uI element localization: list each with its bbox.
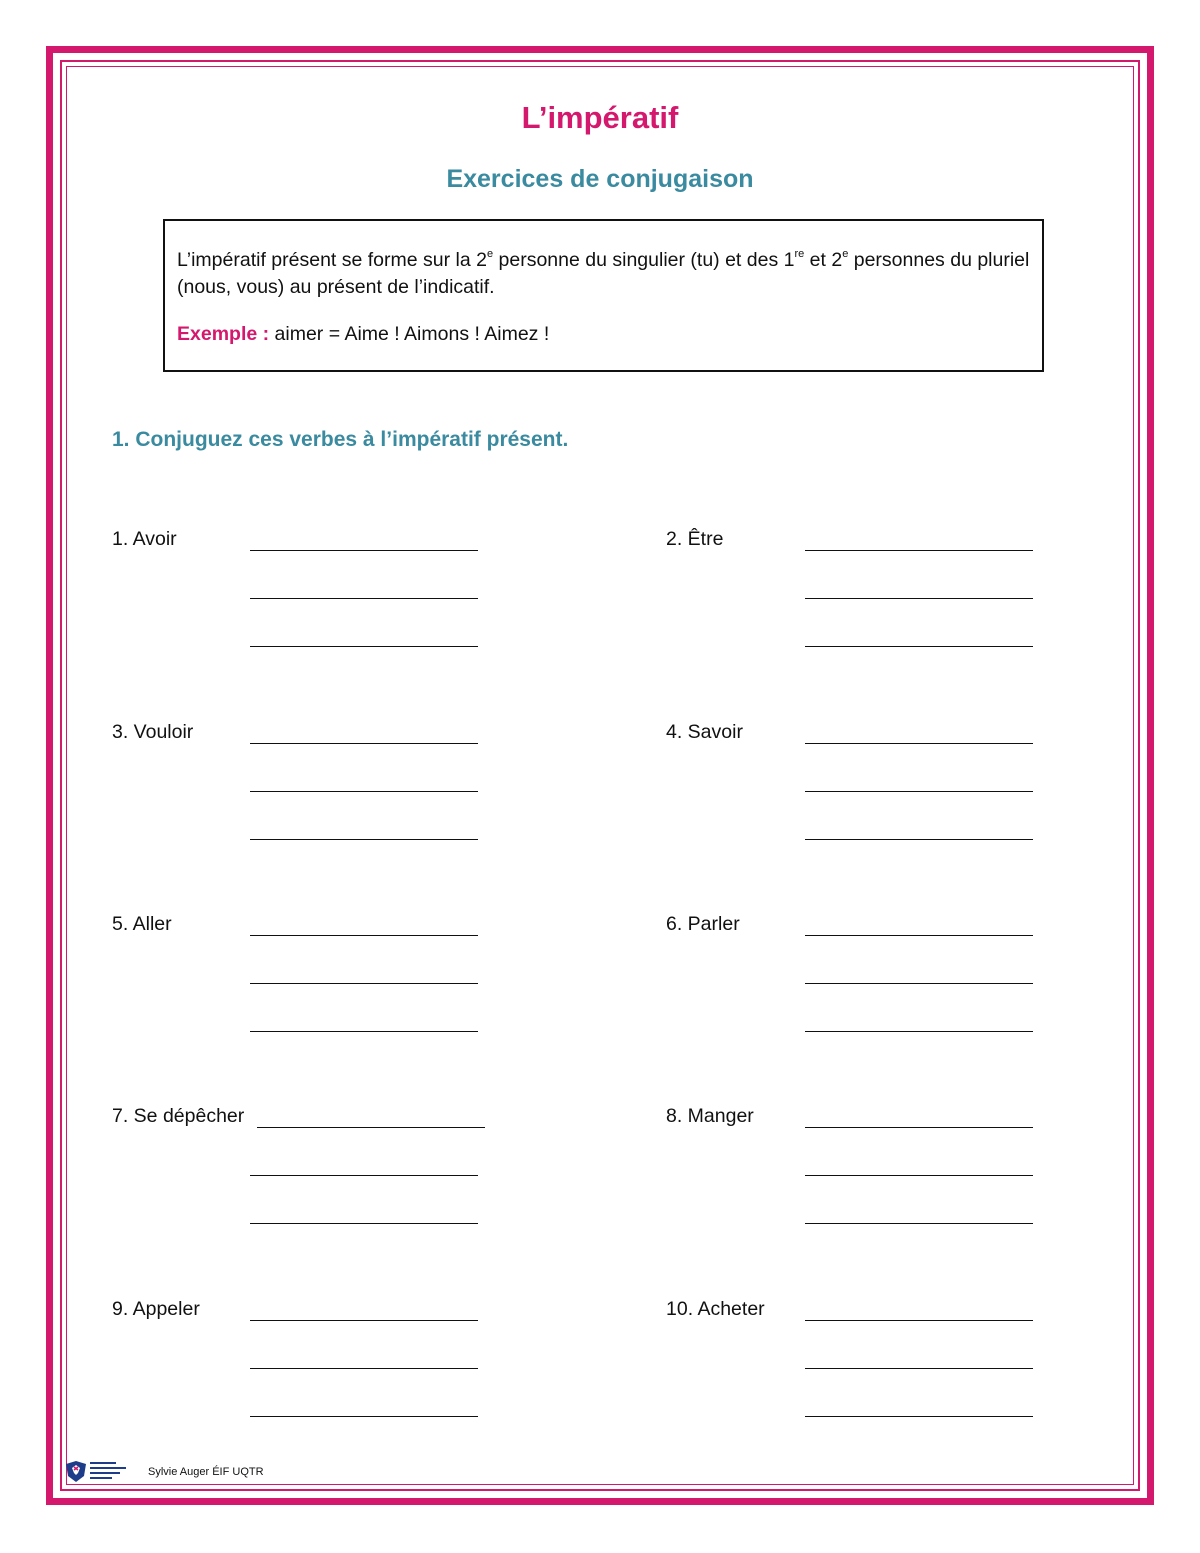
- rule-box: [163, 219, 1044, 372]
- verb-label: 7. Se dépêcher: [112, 1105, 245, 1127]
- answer-line[interactable]: [250, 550, 478, 551]
- answer-line[interactable]: [805, 743, 1033, 744]
- answer-line[interactable]: [805, 1175, 1033, 1176]
- answer-line[interactable]: [805, 1368, 1033, 1369]
- answer-line[interactable]: [250, 646, 478, 647]
- answer-line[interactable]: [250, 791, 478, 792]
- answer-line[interactable]: [250, 983, 478, 984]
- answer-line[interactable]: [805, 1031, 1033, 1032]
- page-title: L’impératif: [521, 100, 679, 135]
- answer-line[interactable]: [805, 598, 1033, 599]
- answer-line[interactable]: [805, 1320, 1033, 1321]
- answer-line[interactable]: [805, 550, 1033, 551]
- verb-label: 9. Appeler: [112, 1298, 200, 1320]
- example-text: aimer = Aime ! Aimons ! Aimez !: [269, 323, 550, 345]
- verb-label: 8. Manger: [666, 1105, 754, 1127]
- rule-text: L’impératif présent se forme sur la 2e personne du singulier (tu) et des 1re et 2e personnes du pluriel (nous, vous) au présent de l’indicatif.: [177, 248, 1030, 298]
- answer-line[interactable]: [250, 1320, 478, 1321]
- page-subtitle: Exercices de conjugaison: [446, 165, 754, 193]
- verb-label: 4. Savoir: [666, 721, 743, 743]
- answer-line[interactable]: [250, 1175, 478, 1176]
- answer-line[interactable]: [250, 839, 478, 840]
- verb-label: 6. Parler: [666, 913, 740, 935]
- answer-line[interactable]: [805, 1223, 1033, 1224]
- answer-line[interactable]: [805, 791, 1033, 792]
- answer-line[interactable]: [250, 1031, 478, 1032]
- answer-line[interactable]: [250, 743, 478, 744]
- school-logo: [64, 1458, 144, 1486]
- verb-label: 1. Avoir: [112, 528, 177, 550]
- answer-line[interactable]: [805, 839, 1033, 840]
- answer-line[interactable]: [805, 935, 1033, 936]
- answer-line[interactable]: [250, 1223, 478, 1224]
- verb-label: 10. Acheter: [666, 1298, 765, 1320]
- verb-label: 5. Aller: [112, 913, 172, 935]
- answer-line[interactable]: [250, 935, 478, 936]
- answer-line[interactable]: [805, 646, 1033, 647]
- answer-line[interactable]: [805, 1127, 1033, 1128]
- footer: [64, 1458, 264, 1486]
- answer-line[interactable]: [257, 1127, 485, 1128]
- answer-line[interactable]: [250, 1368, 478, 1369]
- footer-credit: Sylvie Auger ÉIF UQTR: [148, 1466, 264, 1478]
- verb-label: 3. Vouloir: [112, 721, 194, 743]
- answer-line[interactable]: [250, 1416, 478, 1417]
- answer-line[interactable]: [805, 983, 1033, 984]
- answer-line[interactable]: [250, 598, 478, 599]
- example-line: [177, 321, 1030, 348]
- exercise-heading: 1. Conjuguez ces verbes à l’impératif présent.: [112, 428, 569, 451]
- answer-line[interactable]: [805, 1416, 1033, 1417]
- example-label: Exemple :: [177, 323, 270, 345]
- verb-label: 2. Être: [666, 528, 724, 550]
